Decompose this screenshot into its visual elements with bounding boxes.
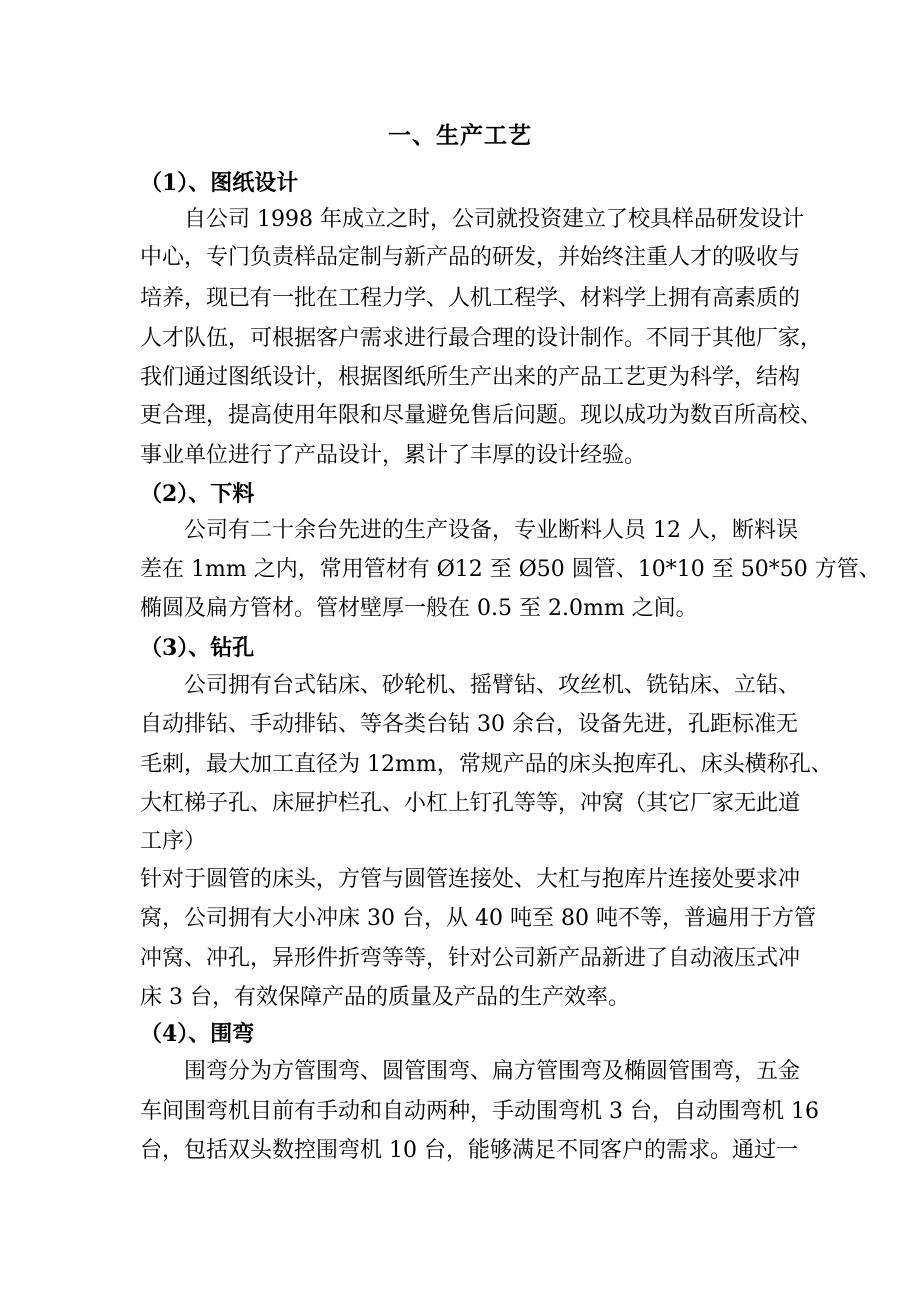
paragraph-line: 公司拥有台式钻床、砂轮机、摇臂钻、攻丝机、铣钻床、立钻、 [184, 673, 801, 698]
paragraph-line: 冲窝、冲孔，异形件折弯等等，针对公司新产品新进了自动液压式冲 [140, 946, 801, 971]
section-heading-bending: （4）、围弯 [140, 1021, 255, 1047]
paragraph-line: 差在 1mm 之内，常用管材有 Ø12 至 Ø50 圆管、10*10 至 50*50 方管、 [140, 557, 881, 582]
section-heading-drilling: （3）、钻孔 [140, 635, 255, 661]
paragraph-line: 公司有二十余台先进的生产设备，专业断料人员 12 人，断料误 [184, 518, 798, 543]
paragraph-line: 人才队伍，可根据客户需求进行最合理的设计制作。不同于其他厂家， [140, 326, 823, 351]
paragraph-line: 窝，公司拥有大小冲床 30 台，从 40 吨至 80 吨不等，普遍用于方管 [140, 906, 816, 931]
paragraph-line: 针对于圆管的床头，方管与圆管连接处、大杠与抱库片连接处要求冲 [140, 867, 801, 892]
paragraph-line: 我们通过图纸设计，根据图纸所生产出来的产品工艺更为科学，结构 [140, 365, 801, 390]
paragraph-line: 自公司 1998 年成立之时，公司就投资建立了校具样品研发设计 [184, 207, 804, 232]
paragraph-line: 自动排钻、手动排钻、等各类台钻 30 余台，设备先进，孔距标准无 [140, 712, 798, 737]
paragraph-line: 事业单位进行了产品设计，累计了丰厚的设计经验。 [140, 443, 647, 468]
paragraph-line: 车间围弯机目前有手动和自动两种，手动围弯机 3 台，自动围弯机 16 [140, 1099, 819, 1124]
paragraph-line: 培养，现已有一批在工程力学、人机工程学、材料学上拥有高素质的 [140, 286, 801, 311]
paragraph-line: 台，包括双头数控围弯机 10 台，能够满足不同客户的需求。通过一 [140, 1138, 798, 1163]
section-heading-drawing-design: （1）、图纸设计 [140, 170, 299, 196]
page-title: 一、生产工艺 [388, 122, 532, 149]
paragraph-line: 床 3 台，有效保障产品的质量及产品的生产效率。 [140, 985, 630, 1010]
paragraph-line: 毛刺，最大加工直径为 12mm，常规产品的床头抱库孔、床头横称孔、 [140, 752, 833, 777]
paragraph-line: 椭圆及扁方管材。管材壁厚一般在 0.5 至 2.0mm 之间。 [140, 596, 698, 621]
paragraph-line: 中心，专门负责样品定制与新产品的研发，并始终注重人才的吸收与 [140, 245, 801, 270]
paragraph-line: 更合理，提高使用年限和尽量避免售后问题。现以成功为数百所高校、 [140, 403, 823, 428]
paragraph-line: 大杠梯子孔、床屉护栏孔、小杠上钉孔等等，冲窝（其它厂家无此道 [140, 791, 801, 816]
paragraph-line: 工序） [140, 829, 207, 854]
paragraph-line: 围弯分为方管围弯、圆管围弯、扁方管围弯及椭圆管围弯，五金 [184, 1059, 801, 1084]
section-heading-cutting: （2）、下料 [140, 481, 255, 507]
